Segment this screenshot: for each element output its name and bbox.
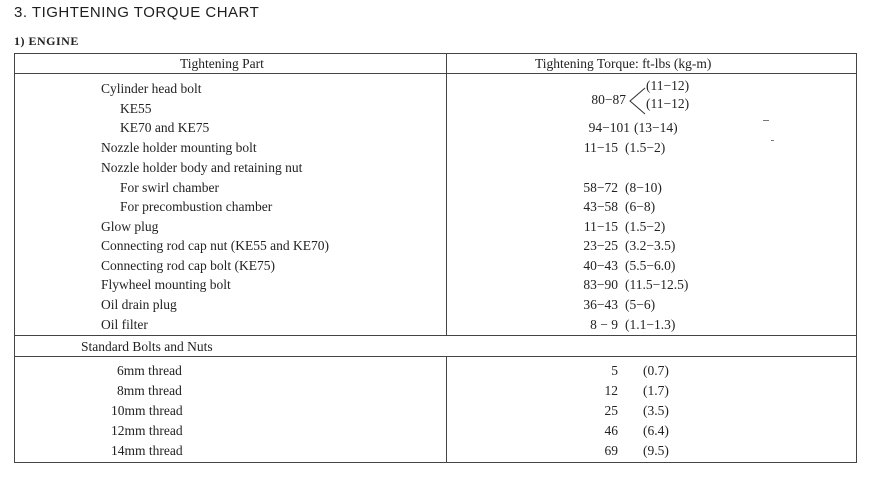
kg-m-value: (5−6)	[625, 297, 656, 312]
kg-m-value: (13−14)	[634, 120, 678, 135]
part-glow-plug: Glow plug	[101, 219, 159, 234]
part-conrod-cap-bolt: Connecting rod cap bolt (KE75)	[101, 258, 275, 273]
ft-lbs-value: 80−87	[591, 92, 626, 107]
part-oil-drain-plug: Oil drain plug	[101, 297, 177, 312]
torque-table	[14, 53, 857, 463]
part-ke55: KE55	[120, 101, 152, 116]
part-cylinder-head-bolt: Cylinder head bolt	[101, 81, 202, 96]
part-10mm-thread: 10mm thread	[111, 403, 183, 418]
ft-lbs-value: 36−43	[583, 297, 618, 312]
ft-lbs-value: 46	[604, 423, 618, 438]
kg-m-value: (8−10)	[625, 180, 662, 195]
kg-m-value: (1.5−2)	[625, 219, 666, 234]
ft-lbs-value: 58−72	[583, 180, 618, 195]
kg-m-value: (9.5)	[643, 443, 669, 458]
standard-bolts-heading: Standard Bolts and Nuts	[81, 339, 213, 354]
ft-lbs-value: 8 − 9	[590, 317, 618, 332]
header-tightening-part: Tightening Part	[180, 56, 264, 71]
part-conrod-cap-nut: Connecting rod cap nut (KE55 and KE70)	[101, 238, 329, 253]
kg-m-value: (1.1−1.3)	[625, 317, 676, 332]
ft-lbs-value: 11−15	[583, 140, 618, 155]
part-nozzle-holder-body: Nozzle holder body and retaining nut	[101, 160, 303, 175]
part-precombustion-chamber: For precombustion chamber	[120, 199, 273, 214]
part-12mm-thread: 12mm thread	[111, 423, 183, 438]
ft-lbs-value: 40−43	[583, 258, 618, 273]
ft-lbs-value: 5	[611, 363, 618, 378]
part-14mm-thread: 14mm thread	[111, 443, 183, 458]
column-divider-bottom	[446, 356, 447, 463]
part-flywheel-mounting-bolt: Flywheel mounting bolt	[101, 277, 231, 292]
column-divider-top	[446, 54, 447, 335]
part-6mm-thread: 6mm thread	[117, 363, 182, 378]
section-heading: 1) ENGINE	[14, 34, 79, 48]
kg-m-value: (0.7)	[643, 363, 669, 378]
scan-speck	[763, 120, 769, 121]
part-8mm-thread: 8mm thread	[117, 383, 182, 398]
page-title: 3. TIGHTENING TORQUE CHART	[14, 4, 260, 21]
kg-m-value: (6.4)	[643, 423, 669, 438]
ft-lbs-value: 94−101	[588, 120, 630, 135]
kg-m-value: (6−8)	[625, 199, 656, 214]
kg-m-value: (5.5−6.0)	[625, 258, 676, 273]
standard-heading-divider	[15, 356, 856, 357]
part-swirl-chamber: For swirl chamber	[120, 180, 219, 195]
kg-m-value: (1.7)	[643, 383, 669, 398]
ft-lbs-value: 69	[604, 443, 618, 458]
ft-lbs-value: 83−90	[583, 277, 618, 292]
header-tightening-torque: Tightening Torque: ft-lbs (kg-m)	[535, 56, 712, 71]
kg-m-cylinder-head-2: (11−12)	[646, 96, 690, 111]
kg-m-value: (1.5−2)	[625, 140, 666, 155]
scan-speck	[771, 140, 774, 141]
ft-lbs-value: 25	[604, 403, 618, 418]
ft-lbs-value: 12	[604, 383, 618, 398]
brace-icon	[628, 84, 646, 118]
part-nozzle-holder-mounting-bolt: Nozzle holder mounting bolt	[101, 140, 257, 155]
ft-lbs-value: 43−58	[583, 199, 618, 214]
part-oil-filter: Oil filter	[101, 317, 148, 332]
engine-section-divider	[15, 335, 856, 336]
kg-m-value: (3.5)	[643, 403, 669, 418]
kg-m-cylinder-head-1: (11−12)	[646, 78, 690, 93]
header-divider	[15, 73, 856, 74]
part-ke70-ke75: KE70 and KE75	[120, 120, 210, 135]
kg-m-value: (11.5−12.5)	[625, 277, 689, 292]
ft-lbs-value: 11−15	[583, 219, 618, 234]
ft-lbs-value: 23−25	[583, 238, 618, 253]
kg-m-value: (3.2−3.5)	[625, 238, 676, 253]
